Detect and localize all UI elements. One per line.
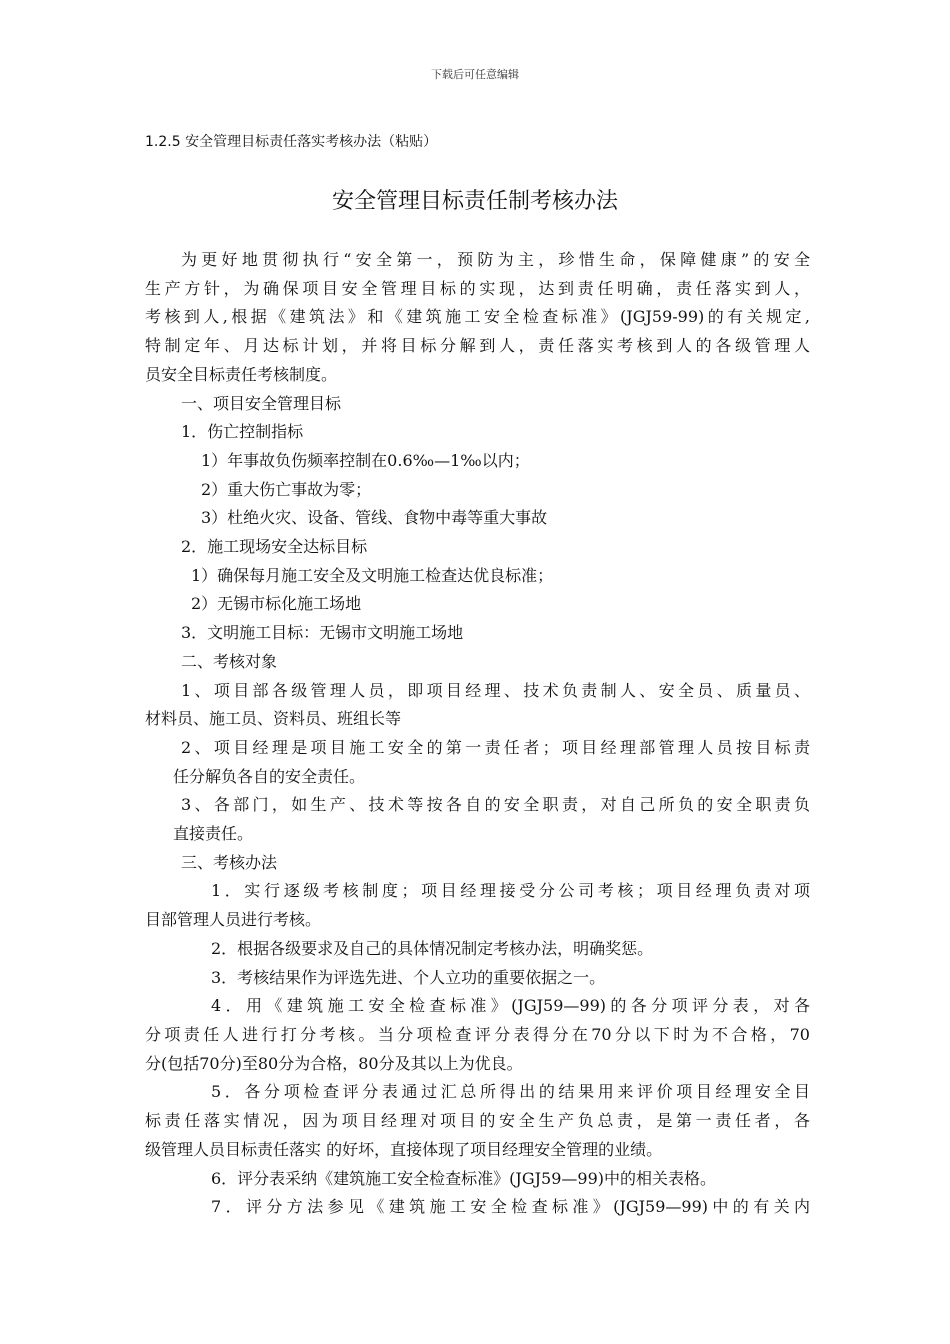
document-title: 安全管理目标责任制考核办法 <box>331 189 618 214</box>
paragraph-line: 1）年事故负伤频率控制在0.6‰—1‰以内； <box>201 450 530 470</box>
section-heading: 1.2.5 安全管理目标责任落实考核办法（粘贴） <box>145 134 438 150</box>
paragraph-line: 标责任落实情况，因为项目经理对项目的安全生产负总责，是第一责任者，各 <box>145 1111 810 1131</box>
paragraph-line: 特制定年、月达标计划，并将目标分解到人，责任落实考核到人的各级管理人 <box>145 336 810 356</box>
paragraph-line: 级管理人员目标责任落实 的好坏，直接体现了项目经理安全管理的业绩。 <box>145 1139 663 1159</box>
paragraph-line: 3、各部门，如生产、技术等按各自的安全职责，对自己所负的安全职责负 <box>181 795 810 815</box>
paragraph-line: 任分解负各自的安全责任。 <box>173 766 366 786</box>
document-body <box>145 246 810 1222</box>
paragraph-line: 1．伤亡控制指标 <box>181 422 304 442</box>
paragraph-line: 为更好地贯彻执行“安全第一，预防为主，珍惜生命，保障健康”的安全 <box>181 250 810 269</box>
paragraph-line: 3．考核结果作为评选先进、个人立功的重要依据之一。 <box>211 967 606 987</box>
paragraph-line: 5．各分项检查评分表通过汇总所得出的结果用来评价项目经理安全目 <box>211 1082 810 1102</box>
paragraph-line: 2．根据各级要求及自己的具体情况制定考核办法，明确奖惩。 <box>211 938 654 958</box>
paragraph-line: 4．用《建筑施工安全检查标准》(JGJ59—99)的各分项评分表，对各 <box>211 996 810 1016</box>
paragraph-line: 1．实行逐级考核制度；项目经理接受分公司考核；项目经理负责对项 <box>211 881 810 901</box>
paragraph-line: 材料员、施工员、资料员、班组长等 <box>145 709 402 729</box>
paragraph-line: 直接责任。 <box>173 824 254 844</box>
paragraph-line: 三、考核办法 <box>181 852 278 872</box>
paragraph-line: 3．文明施工目标：无锡市文明施工场地 <box>181 623 464 643</box>
paragraph-line: 考核到人,根据《建筑法》和《建筑施工安全检查标准》(JGJ59-99)的有关规定, <box>145 307 810 327</box>
paragraph-line: 2、项目经理是项目施工安全的第一责任者；项目经理部管理人员按目标责 <box>181 737 810 757</box>
paragraph-line: 2）重大伤亡事故为零； <box>201 479 372 499</box>
paragraph-line: 生产方针，为确保项目安全管理目标的实现，达到责任明确，责任落实到人， <box>145 278 810 298</box>
paragraph-line: 7．评分方法参见《建筑施工安全检查标准》(JGJ59—99)中的有关内 <box>211 1197 810 1217</box>
paragraph-line: 分项责任人进行打分考核。当分项检查评分表得分在70分以下时为不合格，70 <box>145 1024 810 1044</box>
paragraph-line: 分(包括70分)至80分为合格，80分及其以上为优良。 <box>145 1053 523 1073</box>
paragraph-line: 2）无锡市标化施工场地 <box>191 594 362 614</box>
paragraph-line: 1、项目部各级管理人员，即项目经理、技术负责制人、安全员、质量员、 <box>181 680 810 700</box>
paragraph-line: 3）杜绝火灾、设备、管线、食物中毒等重大事故 <box>201 508 548 528</box>
header-note: 下载后可任意编辑 <box>431 68 519 81</box>
paragraph-line: 6．评分表采纳《建筑施工安全检查标准》(JGJ59—99)中的相关表格。 <box>211 1168 716 1188</box>
paragraph-line: 一、项目安全管理目标 <box>181 393 342 413</box>
paragraph-line: 员安全目标责任考核制度。 <box>145 364 338 384</box>
paragraph-line: 1）确保每月施工安全及文明施工检查达优良标准； <box>191 565 554 585</box>
paragraph-line: 二、考核对象 <box>181 651 278 671</box>
paragraph-line: 2．施工现场安全达标目标 <box>181 537 368 557</box>
paragraph-line: 目部管理人员进行考核。 <box>145 910 322 930</box>
